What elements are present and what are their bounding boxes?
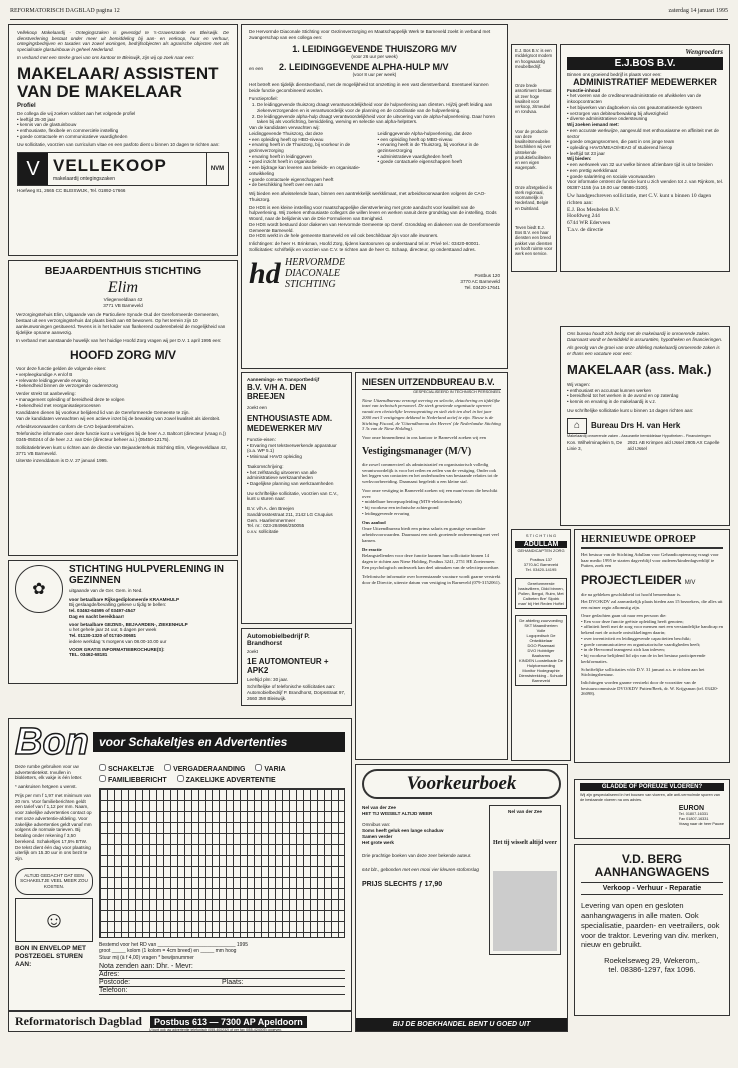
checkbox-schakeltje[interactable]: SCHAKELTJE [99, 764, 154, 773]
list-item: • opleiding HAVO/MEAO/HEAO of studerend hierop [567, 145, 723, 151]
list-item: • affiniteit heeft met de zorg voor mensen met een verstandelijke handicap en bekend met de actuele ontwikkelingen daarin; [581, 624, 723, 635]
bejaarden-body2: In verband met aanstaande huwelijk van het huidige Hoofd Zorg vragen wij per D.V. 1 april 1995 een: [16, 338, 222, 344]
list-item: • enthousiast en accuraat kunnen werken [567, 388, 723, 394]
bos-wz: Wij zoeken iemand met: [567, 122, 620, 128]
adullam-st: S T I C H T I N G [525, 533, 557, 538]
bejaarden-k5: Sollicitatiebrieven kunt u richten aan de directie van Bejaardentehuis Stichting Elim, Vliegenveldlaan 42, 3771 VB Barneveld. [16, 444, 227, 456]
bos-contact: Voor informatie omtrent de functie kunt u zich wenden tot J. van Rijnkom, tel. 06387-1155 (na 19.00 uur 08686-3100). [567, 179, 724, 191]
bon-f7-field[interactable]: Telefoon: [99, 987, 345, 995]
voork-l7: Drie prachtige boeken van deze zeer bekende auteur. [362, 853, 472, 859]
stichting-l3b: u het gehele jaar 24 uur, 5 dagen per week [69, 627, 157, 633]
header-right: zaterdag 14 januari 1995 [668, 8, 728, 14]
ad-hds [241, 24, 508, 369]
oproep-mv: M/V [684, 580, 696, 587]
hds-job1: 1. LEIDINGGEVENDE THUISZORG M/V [292, 44, 457, 55]
vanherk-sub: Makelaardij onroerende zaken - Assurantie bemiddelaar Hypotheken - Financieringen [567, 433, 711, 438]
list-item: • het voeren van de crediteurenadministratie en afwikkelen van de inkoopcontracten [567, 93, 723, 104]
ad-vanherk [560, 326, 730, 526]
bon-f4-field[interactable]: Nota zenden aan: Dhr. - Mevr: [99, 963, 345, 971]
auto-job: 1E AUTOMONTEUR + APK2 [247, 656, 329, 675]
checkbox-familiebericht[interactable]: FAMILIEBERICHT [99, 775, 167, 784]
berg-addr: Roekelseweg 29, Wekerom,. [604, 956, 700, 966]
list-item: • het bijwerken van dagboeken via ons geautomatiseerde systeem [567, 105, 723, 111]
hds-sollic: Sollicitaties: schriftelijk en voorzien van C.V. te richten aan de heer G. Schaap, directeur, op onderstaand adres. [249, 246, 476, 252]
checkbox-vergadering[interactable]: VERGADERAANDING [164, 764, 245, 773]
breejen-name: B.V. V/H A. DEN BREEJEN [247, 382, 307, 401]
bejaarden-k3: Arbeidsvoorwaarden conform de CAO bejaardentehuizen. [16, 423, 134, 429]
book-cover [489, 805, 561, 955]
breejen-job: ENTHOUSIASTE ADM. MEDEWERKER M/V [247, 414, 333, 433]
list-item: • leeftijd tot 23 jaar [567, 151, 723, 157]
hds-en: en een [249, 66, 264, 72]
ad-voorkeurboek [355, 764, 568, 1032]
header-left: REFORMATORISCH DAGBLAD pagina 12 [10, 8, 120, 14]
hds-logo3: STICHTING [285, 279, 336, 290]
bos-sollic: Uw handgeschreven sollicitatie, met C.V. kunt u binnen 10 dagen richten aan: [567, 192, 712, 206]
hds-info: Inlichtingen: de heer H. Brinkman, Hoofd Zorg, tijdens kantooruren op onderstaand tel.nr. Privé tel.: 03420-80001. [249, 241, 480, 247]
vanherk-job: MAKELAAR (ass. Mak.) [567, 361, 712, 377]
ad-bos-side [511, 44, 557, 272]
bon-banner: voor Schakeltjes en Advertenties [93, 732, 345, 752]
hds-intro: De Hervormde Diaconale Stichting voor Gezinsverzorging en Maatschappelijk Werk te Barneveld zoekt in verband met zwangerschap van een collega een: [249, 29, 491, 40]
bejaarden-body1: Verzorgingstehuis Elim, Uitgaande van de Particuliere Synode Oud der Gereformeerde Gemeenten, bestaat uit een verzorgingstehuis dat plaats biedt aan 60 bewoners. Op het terrein zijn 10 aanleunwoningen gesitueerd. Tevens is in het kader van flankerend ouderenbeleid de mogelijkheid van tijdelijke opname aanwezig. [16, 312, 226, 335]
list-item: • diverse administratieve ondersteuning [567, 116, 723, 122]
voork-l4: Soms heeft geluk een lange schaduw [362, 828, 444, 834]
vanherk-addr1: Kon. Wilhelminaplein 5, De Linie 3, [567, 440, 623, 452]
voork-l5: Samen verder [362, 833, 393, 839]
voork-l3: Omnibus van: [362, 822, 391, 828]
bos-intro: Binnen ons groeiend bedrijf is plaats voor een: [567, 72, 662, 77]
list-item: • ervaring heeft in de Thuiszorg, bij voorkeur in de gezinsverzorging [378, 142, 501, 153]
list-item: • Dagelijkse planning van werkzaamheden [247, 481, 346, 487]
list-item: • relevante leidinggevende ervaring [16, 378, 230, 384]
bon-leftbot: BON IN ENVELOP MET POSTZEGEL STUREN AAN: [15, 944, 87, 968]
ad-breejen [241, 372, 352, 624]
bon-footer-small: U kunt ook uw advertentie telefonisch (055-400232) of per fax (055-424005) opgeven. [149, 1027, 283, 1032]
hds-body2: Wij bieden een afwisselende baan, binnen een aantrekkelijk werkklimaat, met arbeidsvoorwaarden volgens de CAO-Thuiszorg. [249, 191, 486, 202]
niesen-name: NIESEN UITZENDBUREAU B.V. [362, 377, 495, 387]
bon-left1: Deze rumbe gebruiken voor uw advertentietekst. Invullen in blokletters, elk vakje is één letter. [15, 764, 83, 781]
side-p2: Onze brede assortiment bestaat uit zeer hoge kwaliteit voor verkoop, zitmeubel en rondvaa. [515, 83, 552, 115]
list-item: • management opleiding of bereidheid deze te volgen [16, 397, 230, 403]
bon-footer-right: Postbus 613 — 7300 AP Apeldoorn [150, 1016, 307, 1028]
list-item: • bereidheid tot het werken in de avond en op zaterdag [567, 393, 723, 399]
list-item: • ervaring heeft in de Thuiszorg, bij voorkeur in de gezinsverzorging [249, 142, 372, 153]
hds-verwacht: Van de kandidaten verwachten wij: [249, 125, 320, 131]
bon-f3-row[interactable]: Stuur mij (à f 4,00) vragen * bewijsnummer [99, 954, 194, 961]
niesen-job: Vestigingsmanager (M/V) [362, 445, 472, 457]
list-item: • bekendheid binnen de verzorgende ouderenzorg [16, 383, 230, 389]
niesen-body: die zowel commercieel als administratief en organisatorisch volledig verantwoordelijk is voor het reilen en zeilen van de vestiging. Onder ook het leggen van contacten en het onderhouden van bestaande relaties tot de werkvoorbereiding. Daarnaast begeleidt u een kleine staf. [362, 461, 498, 485]
adullam-name: ADULLAM [515, 541, 567, 548]
stichting-tel1b: Dag en nacht bereikbaar! [69, 613, 124, 619]
breejen-sol: Uw schriftelijke sollicitatie, voorzien van C.V., kunt u sturen naar: [247, 490, 339, 502]
list-item: • Minimaal HAVO opleiding [247, 454, 346, 460]
bon-f6-field[interactable]: Postcode: [99, 979, 222, 987]
ad-bon [8, 718, 352, 1032]
vellekoop-outro: Uw sollicitatie, voorzien van curriculum vitae en een pasfoto dient u binnen 10 dagen te richten aan: [17, 141, 220, 147]
oproep-job: PROJECTLEIDER [581, 573, 682, 588]
auto-name: Automobielbedrijf P. Brandhorst [247, 633, 310, 647]
bon-footer-left: Reformatorisch Dagblad [15, 1014, 142, 1028]
list-item: • het zelfstandig uitvoeren van alle administratieve werkzaamheden [247, 470, 346, 481]
list-item: • goede contactuele eigenschappen heeft [378, 159, 501, 165]
bejaarden-profiel: Voor deze functie gelden de volgende eisen: [16, 366, 107, 372]
list-item: • over inventiviteit en leidinggevende capaciteiten beschikt; [581, 636, 723, 642]
vanherk-sol: Uw schriftelijke sollicitatie kunt u binnen 14 dagen richten aan: [567, 407, 694, 413]
euron-tel: Tel. 01807-16331 Fax 01807-16331 Vraag naar de heer Pauwe [678, 812, 724, 826]
bon-f6b-field[interactable]: Plaats: [222, 979, 345, 987]
hds-job1-sub: (voor 26 uur per week) [351, 54, 398, 60]
list-item: • Ervaring met tekstverwerkende apparatuur (o.a. WP 5.1) [247, 443, 346, 454]
bon-f1-row[interactable]: Bestemd voor het RD van ____________________________ 1995 [99, 942, 249, 948]
bon-grid[interactable] [99, 788, 345, 938]
berg-name: V.D. BERG AANHANGWAGENS [594, 852, 710, 880]
bejaarden-k1: Kandidaten dienen bij voorkeur belijdend lid van de Gereformeerde Gemeente te zijn. [16, 410, 190, 416]
list-item: • leidinggevende ervaring [362, 511, 501, 517]
oproep-b3: Het DVO/KDV zal aanvankelijk plaats bieden aan 15 bezoekers, die alles uit een ruimer regio afkomstig zijn. [581, 599, 723, 611]
bejaarden-verder: Verder strekt tot aanbeveling: [16, 391, 76, 397]
ad-oproep [574, 529, 730, 763]
bejaarden-name: Elim [107, 279, 139, 296]
hds-logo-icon: hd [249, 256, 281, 290]
oproep-b4: Schriftelijke sollicitaties vóór D.V. 31 januari a.s. te richten aan het Stichtingsbestuur. [581, 666, 705, 678]
vellekoop-v-icon: V [18, 153, 48, 185]
list-item: • leeftijd 25-30 jaar [17, 117, 229, 123]
vellekoop-intro2: In verband met een sterke groei van ons kantoor te Bleiswijk, zijn wij op zoek naar een: [17, 54, 194, 60]
list-item: • in de Hervormd teamgeest zich kan inleven; [581, 647, 723, 653]
berg-tel: tel. 08386-1297, fax 1096. [608, 965, 696, 975]
side-p1: E.J. Bos B.V. is een middelgroot modern en hoogwaardig meubelbedrijf. [515, 48, 553, 69]
adullam-b2: De afdeling zuurvoeding SKT Maandheriem Volle Logopedisch De Ontwikkelaar DGO Plaamaat DVO Hobbilger Baaharms KINDEN Loostelkade De Hulptoenoeding Monitor Hodegraphie Dienststrekking - Schude Barneveld [515, 615, 567, 686]
vanherk-logo-icon: ⌂ [567, 418, 587, 434]
adullam-b1: Gereformeerde basisvilleen, Didd binnen, Pollen, Bergol, Ruim, Met Calbeten Bre' Slpdrk man' bij Het Reden Hoftel [515, 578, 567, 609]
vellekoop-logo: VELLEKOOP [53, 156, 167, 176]
list-item: • ervaring heeft in leidinggeven [249, 154, 372, 160]
breejen-pre: Aannemings- en Transportbedrijf [247, 377, 320, 382]
vellekoop-logo-block [17, 152, 229, 186]
hds-body4: De HDS wordt bestuurd door diakenen van Hervormde Gemeente op Geref. Grondslag en diakenen van de Gereformeerde Gemeente Barneveld. [249, 221, 501, 233]
list-item: • bekendheid met reorganisatieprocessen [16, 403, 230, 409]
bos-addr: E.J. Bos Meubelen B.V. Hoofdweg 244 6744 WR Ederveen T.a.v. de directie [567, 206, 620, 234]
vellekoop-profiel-text: De collega die wij zoeken voldoet aan het volgende profiel [17, 110, 136, 116]
niesen-reactie: De reactie [362, 547, 382, 553]
oproep-title: HERNIEUWDE OPROEP [581, 534, 723, 549]
list-item: 1. De leidinggevende thuiszorg draagt verantwoordelijkheid voor de hulpverlening aan cliënten. Hij/zij geeft leiding aan ziekenverzorgenden en is verantwoordelijk voor de planning en de coördinatie van de hulpverlening. [257, 102, 500, 113]
ad-niesen [355, 372, 508, 760]
euron-body: Wij zijn gespecialiseerd in het bouwen van vloeren, alle anti-vermolmde sporen van de bestaande vloeren na ons advies. [580, 793, 720, 802]
bos-wb: Wij bieden: [567, 156, 592, 162]
vellekoop-address: Hoefweg 81, 2665 CC BLEISWIJK, Tel. 01892-17666 [17, 188, 126, 194]
list-item: 2. De leidinggevende alpha-hulp draagt verantwoordelijkheid voor de uitvoering van de alpha-hulpverlening. Daar horen taken bij als voorlichting, bemiddeling, werving en selectie van alpha-helpsters. [257, 114, 500, 125]
euron-name: EURON [678, 805, 705, 813]
voork-l6: Het grote werk [362, 839, 394, 845]
voork-price: PRIJS SLECHTS ƒ 17,90 [362, 880, 443, 888]
bejaarden-addr2: 3771 VB Barneveld [103, 302, 143, 308]
bon-f5-field[interactable]: Adres: [99, 971, 345, 979]
niesen-bieden: Ons aanbod [362, 520, 386, 526]
breejen-zoekt: zoekt een [247, 404, 267, 410]
adullam-addr: Postbus 137 3770 AC Barneveld Tel. 03420-14195 [523, 557, 559, 572]
bejaarden-k6: Uiterste inzenddatum is D.V. 27 januari 1995. [16, 458, 109, 464]
bejaarden-job: HOOFD ZORG M/V [70, 348, 176, 363]
hds-col2-title: Leidinggevende Alpha-hulpverlening, dat deze [377, 130, 472, 136]
bon-left3: Prijs per mm f 1,97 met minimum van 20 mm. Voor familieberichten geldt een tarief van f 1,12 per mm. Naam, voor zakelijke advertenties contact op met onze advertentie-afdeling. Voor zakelijke advertenties geldt vanaf mm volgens de normale tarieven. Bij betaling onder rekening f 3,50 berekend. Schakeltjes 17,5% BTW. De tekst dient één dag voor plaatsing uiterlijk om 15.30 uur in ons bezit te zijn. [15, 792, 92, 862]
bejaarden-addr1: Vliegenveldlaan 42 [103, 297, 143, 302]
niesen-tel: Telefonische informatie over bovenstaande vacature wordt gaarne verstrekt door de Directie, uiterste datum van vestiging in Barneveld (079-3152061). [362, 574, 501, 586]
list-item: • goede contactuele eigenschappen heeft [249, 177, 372, 183]
vanherk-zoek: Als gevolg van de groei van onze afdeling makelaardij onroerende zaken is er thans een vacature voor een: [567, 345, 720, 357]
bon-left2: * aankruisen hetgeen u wenst. [15, 784, 77, 790]
list-item: • kennis en ervaring in de makelaardij is v.z. [567, 399, 723, 405]
ad-vellekoop [8, 24, 238, 256]
stichting-tel2b: iedere werkdag 's morgens van 08.00-10.00 uur [69, 638, 167, 644]
list-item: • enthousiaste, flexibele en commerciële instelling [17, 128, 229, 134]
ad-bos [560, 44, 730, 272]
list-item: • goed inzicht heeft in organisatie [249, 159, 372, 165]
auto-body: Schriftelijke of telefonische sollicitaties aan: Automobielbedrijf P. Brandhorst, Dorpsstraat 97, 2660 3MI Bleiswijk. [247, 684, 346, 701]
bos-logo: E.J.BOS B.V. [567, 57, 723, 70]
checkbox-varia[interactable]: VARIA [255, 764, 285, 773]
vellekoop-logo-sub: makelaardij ontegingszaken [53, 176, 115, 183]
ad-auto [241, 628, 352, 706]
stichting-title: STICHTING HULPVERLENING IN GEZINNEN [69, 564, 225, 586]
checkbox-zakelijke-advertentie[interactable]: ZAKELIJKE ADVERTENTIE [177, 775, 276, 784]
list-item: • bij voorkeur belijdend lid zijn van de in het bestuur participerende kerkformaties. [581, 653, 723, 664]
voork-footer: BIJ DE BOEKHANDEL BENT U GOED UIT [356, 1018, 567, 1031]
ad-stichting [8, 560, 238, 684]
stichting-tel3: TEL. 03462-68181 [69, 652, 108, 658]
list-item: • Een voor deze functie geëiste opleiding heeft genoten; [581, 619, 723, 625]
berg-body: Levering van open en gesloten aanhangwagens in alle maten. Ook specialisatie, paarden- en veetrailers, ook voor de traktor. Levering van div. merken, nieuw en gebruikt. [581, 901, 720, 950]
bos-fi: Functie-inhoud [567, 87, 601, 93]
hds-body5: De HDS werkt in de hele gemeente Barneveld en wil ook beschikbaar zijn voor alle inwoners. [249, 233, 439, 239]
list-item: • een opleiding heeft op MBO-niveau [378, 137, 501, 143]
stichting-l2: Bij geslaagde/bevalling gelieve u tijdig te bellen: [69, 602, 167, 608]
vellekoop-title: MAKELAAR/ ASSISTENT VAN DE MAKELAAR [17, 63, 219, 101]
nvm-logo: NVM [206, 153, 228, 185]
voork-l2: HET TIJ WISSELT ALTIJD WEER [362, 810, 433, 816]
ad-adullam [511, 529, 571, 761]
hds-logo1: HERVORMDE [285, 257, 346, 268]
auto-sub: Leeftijd plm: 30 jaar. [247, 676, 289, 682]
list-item: • goede contactuele en communicatieve vaardigheden [17, 134, 229, 140]
adullam-sub: GEHANDICAPTEN ZORG [517, 548, 565, 553]
list-item: • goede omgangsvormen, die past in ons jonge team [567, 139, 723, 145]
ad-euron [574, 779, 730, 839]
auto-zoekt: zoekt [247, 649, 258, 654]
list-item: • administratieve vaardigheden heeft [378, 154, 501, 160]
bejaarden-k2: Van de kandidaten verwachten wij een actieve inzet bij de bewaking van zowel kwaliteit als identiteit. [16, 416, 221, 422]
hds-logo2: DIACONALE [285, 268, 340, 279]
hds-job2-sub: (voor 8 uur per week) [352, 72, 397, 78]
voork-title: Voorkeurboek [362, 769, 561, 799]
breejen-addr: B.V. v/h A. den Breejen Sanddrosstestraat 211, 2142 LG Cruquius Gem. Haarlemmermeer Tel. nr.: 023-284966/250055 o.v.v. sollicitatie [247, 506, 333, 535]
oproep-eisen: Onze gedachten gaan uit naar een persoon die: [581, 612, 667, 618]
stichting-sub: uitgaande van de Ger. Gem. in Ned. [69, 588, 143, 593]
bos-title: ADMINISTRATIEF MEDEWERKER [573, 76, 717, 87]
euron-title: GLADDE OF POREUZE VLOEREN? [580, 783, 724, 791]
ad-berg [574, 844, 730, 1016]
stichting-tel1: tel. 03462-64595 of 03497-4547 [69, 608, 136, 614]
voork-l8: 644 blz., gebonden met een mooi vier kleuren-stofomslag [362, 867, 479, 873]
book-title: Het tij wisselt altijd weer [493, 839, 557, 846]
breejen-ta: Taakomschrijving: [247, 463, 284, 469]
list-item: • een opleiding heeft op HBO-niveau [249, 137, 372, 143]
ad-bejaarden [8, 260, 238, 556]
bejaarden-k4: Telefonische informatie over deze functie kunt u verkrijgen bij de heer A.J. Baltcort (directeur (vraag n.)) 0345-050244 of de heer J.J. van Drie (directeur beheer a.i.) (05450-12175). [16, 431, 226, 443]
breejen-fe: Functie-eisen: [247, 436, 276, 442]
niesen-eisen: Voor onze vestiging in Barneveld zoeken wij een man/vrouw die beschikt over: [362, 487, 498, 499]
niesen-bieden-text: Onze Uitzendbureau biedt een prima salaris en gunstige secundaire arbeidsvoorwaarden. Daarnaast een sterk groeiende onderneming met veel kansen. [362, 526, 499, 543]
oproep-b5: Inlichtingen worden gaarne verstrekt door de voorzitter van de bestuurscommissie DVO/KDV Putten/Beek, dr. W. Krijgsman (tel. 03420-26098). [581, 679, 719, 697]
voork-l1: Nel van der Zee [362, 805, 396, 810]
vanherk-intro: Ons bureau houdt zich bezig met de makelaardij in onroerende zaken. Daarnaast wordt er bemiddeld in assurantiën, hypotheken en financieringen. [567, 331, 723, 342]
list-item: • verzorgen van debiteurbewaking bij afwezigheid [567, 111, 723, 117]
stichting-seal-icon: ✿ [15, 565, 63, 613]
list-item: • een werkweek van 32 uur welke binnen afzienbare tijd is uit te breiden [567, 162, 723, 168]
stichting-l4: VOOR GRATIS INFORMATIEBROCHURE(S): [69, 646, 165, 652]
list-item: • de beschikking heeft over een auto [249, 182, 372, 188]
niesen-reactie-text: Belangstellenden voor deze functie kunnen hun sollicitatie binnen 14 dagen te richten aan Niese Holding, Postbus 3241, 2751 HE Zoetermeer. Een psychologisch onderzoek kan deel uitmaken van de selectieprocedure. [362, 553, 500, 570]
vanherk-addr2: 2921 AB Krimpen a/d IJssel 2905 AX Capelle a/d IJssel [627, 440, 720, 452]
side-p3: Voor de productie van deze kwaliteitsmeubelen beschikken wij over uitstekende produktiefaciliteiten en een eigen wagenpark. [515, 128, 552, 171]
book-author: Nel van der Zee [508, 809, 542, 814]
oproep-body: Het bestuur van de Stichting Adullam voor Gehandicaptenzorg vraagt voor haar medio 1995 te starten dagverblijf voor ouderen/kinderdagverblijf te Putten, zoek een [581, 552, 719, 569]
vanherk-name: Bureau Drs H. van Herk [591, 421, 681, 431]
bon-f2-row[interactable]: groot _____ kolom (1 kolom = 4cm breed) en _____ mm hoog [99, 948, 237, 955]
hds-col1-title: Leidinggevende Thuiszorg, dat deze [249, 130, 323, 136]
bejaarden-title: BEJAARDENTHUIS STICHTING [44, 265, 202, 277]
oproep-b2: die na gebleken geschiktheid tot hoofd benoembaar is. [581, 591, 682, 597]
list-item: • kennis van de glastuinbouw [17, 122, 229, 128]
vellekoop-intro: Vellekoop Makelaardij - Ontegingszaken is gevestigd te 's-Gravenzande en Bleiswijk. De dienstverlening bestaat onder meer uit bemiddeling bij aan- en verkoop, huur en verhuur, ontegingsbedrijven en taxaties van zowel woningen, bedrijfsobjecten als agrarische objecten met als specialisatie glastuinbouw in geheel Nederland. [17, 30, 229, 53]
stichting-tel2: Tel. 01130-1320 of 01740-30681 [69, 633, 137, 639]
hds-job2: 2. LEIDINGGEVENDE ALPHA-HULP M/V [279, 62, 449, 73]
woman-illustration-icon: ☺ [15, 898, 93, 942]
side-p4: Onze afzetgebied is sterk regionaal, voornamelijk in Nederland, België en Duitsland. [515, 184, 553, 211]
bon-bubble: ALTIJD GEDACHT DAT EEN SCHAKELTJE VEEL MEER ZOU KOSTEN. [15, 868, 93, 895]
stichting-l3: voor betaalbare GEZINS-, BEJAARDEN-, ZIEKENHULP [69, 621, 188, 627]
hds-tel: Tel. 03420-17641 [464, 284, 500, 290]
vellekoop-profiel: Profiel [17, 103, 36, 110]
list-item: • een accurate werkwijze, aangevuld met enthousiasme en affiniteit met de sector [567, 128, 723, 139]
hds-functie: Functieprofiel: [249, 96, 278, 102]
hds-postbus: Postbus 120 [474, 273, 500, 279]
list-item: • bij voorkeur een technische achtergrond [362, 505, 501, 511]
list-item: • een prettig werkklimaat [567, 168, 723, 174]
list-item: • goede salariëring en sociale voorwaarden [567, 174, 723, 180]
hds-postcode: 3770 AC Barneveld [460, 279, 500, 285]
list-item: • middelbare beroepsopleiding (MTS-elektrotechniek) [362, 499, 501, 505]
list-item: • verpleegkundige A en/of B [16, 372, 230, 378]
hds-body3: De HDS is een kleine instelling voor maatschappelijke dienstverlening met grote aandacht voor kwaliteit van de hulpverlening. Wij zoeken enthousiaste collega's die willen leven en werken vanuit deze grondslag van de instelling, Gods Woord, naar de belijdenis van de Drie Formulieren van Eenigheid. [249, 204, 497, 222]
vellekoop-items [17, 117, 229, 140]
stichting-l1: voor betaalbare Rijksgediplomeerde KRAAMHULP [69, 596, 180, 602]
niesen-zoek: Voor onze binnendienst in ons kantoor te Barneveld zoeken wij een [362, 435, 486, 441]
list-item: • goede communicatieve en organisatorische vaardigheden heeft; [581, 642, 723, 648]
bos-script: Wengroeders [685, 48, 723, 56]
berg-sub: Verkoop - Verhuur - Reparatie [581, 882, 723, 895]
book-cover-image-icon [493, 871, 557, 951]
side-p5: Teven biedt E.J. Bos B.V. een haar diensten een breed pakket van diensten en hooft ruimte voor werk een service. [515, 224, 553, 256]
niesen-tag: GESPECIALISEERD IN TECHNISCH PERSONEEL [413, 390, 501, 394]
vanherk-vr: Wij vragen: [567, 381, 590, 387]
list-item: • een bijdrage kan leveren aan beleids- en organisatie-ontwikkeling [249, 165, 372, 176]
bon-title: Bon [15, 721, 89, 763]
hds-body: Het betreft een tijdelijk dienstverband, met de mogelijkheid tot omzetting in een vast dienstverband. Eventueel kunnen beide functie gecombineerd worden. [249, 81, 489, 93]
niesen-intro: Niese Uitzendbureau verzorgt werving en selectie, detachering en tijdelijke inzet van technisch personeel. De sterk groeiende organisatie opereert vanuit een christelijke levensopvatting en stelt zich ten doel in het jaar 2000 met 5 vestigingen dekkend in Nederland actief te zijn. Nieuw is de Stichting Fiscaal, de 'Uitzendbureau des Heeren' (de Nederlandse Stichting 3 3s van de Niese Holding). [362, 397, 501, 432]
page-header [10, 8, 728, 20]
